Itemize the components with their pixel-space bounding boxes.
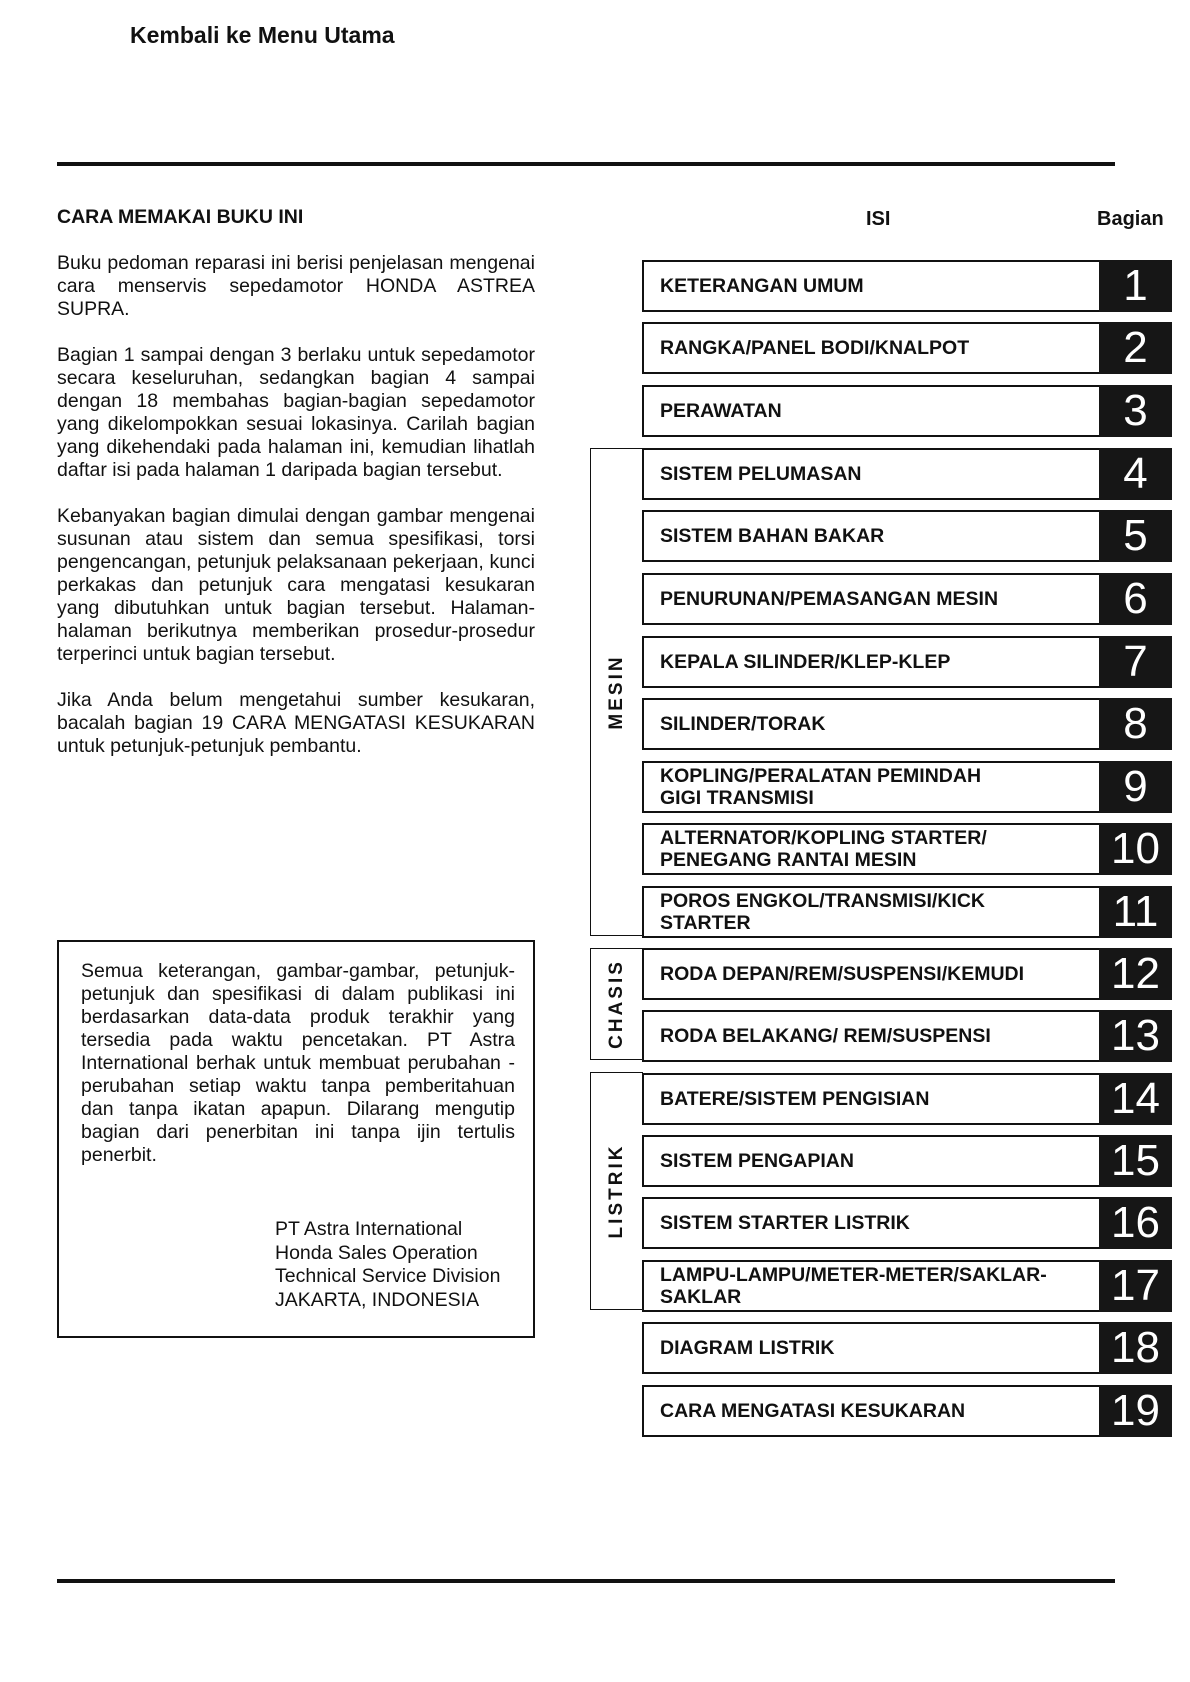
instructions-body bbox=[57, 252, 535, 781]
toc-item-number: 10 bbox=[1099, 823, 1172, 875]
toc-item[interactable] bbox=[642, 698, 1172, 750]
toc-item-box bbox=[642, 322, 1099, 374]
bottom-divider bbox=[57, 1579, 1115, 1583]
toc-item-number: 9 bbox=[1099, 761, 1172, 813]
toc-item-box bbox=[642, 448, 1099, 500]
toc-item-box bbox=[642, 1260, 1099, 1312]
publisher-line: JAKARTA, INDONESIA bbox=[275, 1288, 480, 1311]
toc-item-number: 13 bbox=[1099, 1010, 1172, 1062]
publisher-line: Technical Service Division bbox=[275, 1265, 501, 1287]
instructions-paragraph: Jika Anda belum mengetahui sumber kesukaran, bacalah bagian 19 CARA MENGATASI KESUKARAN untuk petunjuk-petunjuk pembantu. bbox=[57, 689, 535, 757]
toc-item-box bbox=[642, 1135, 1099, 1187]
toc-item-number: 2 bbox=[1099, 322, 1172, 374]
toc-item-title: KOPLING/PERALATAN PEMINDAH GIGI TRANSMISI bbox=[660, 765, 982, 809]
toc-item[interactable] bbox=[642, 886, 1172, 938]
toc-item-box bbox=[642, 1385, 1099, 1437]
toc-item[interactable] bbox=[642, 823, 1172, 875]
toc-item-title: SISTEM BAHAN BAKAR bbox=[660, 525, 885, 547]
toc-item-number: 8 bbox=[1099, 698, 1172, 750]
toc-item[interactable] bbox=[642, 573, 1172, 625]
toc-item[interactable] bbox=[642, 385, 1172, 437]
toc-item-number: 15 bbox=[1099, 1135, 1172, 1187]
toc-item-box bbox=[642, 510, 1099, 562]
toc-item-title: RODA DEPAN/REM/SUSPENSI/KEMUDI bbox=[660, 963, 1025, 985]
toc-item-title: SILINDER/TORAK bbox=[660, 713, 826, 735]
toc-item-box bbox=[642, 1197, 1099, 1249]
toc-item-number: 5 bbox=[1099, 510, 1172, 562]
toc-item-box bbox=[642, 698, 1099, 750]
toc-item[interactable] bbox=[642, 1260, 1172, 1312]
group-label-chasis: CHASIS bbox=[606, 959, 627, 1049]
group-label-listrik: LISTRIK bbox=[606, 1143, 627, 1239]
toc-item-title: SISTEM PENGAPIAN bbox=[660, 1150, 854, 1172]
publisher-info bbox=[275, 1218, 500, 1312]
toc-item[interactable] bbox=[642, 1322, 1172, 1374]
toc-item[interactable] bbox=[642, 1385, 1172, 1437]
toc-item-number: 4 bbox=[1099, 448, 1172, 500]
group-listrik bbox=[590, 1072, 643, 1310]
instructions-paragraph: Kebanyakan bagian dimulai dengan gambar mengenai susunan atau sistem dan semua spesifikasi, torsi pengencangan, petunjuk pelaksanaan pekerjaan, kunci perkakas dan petunjuk cara mengatasi kesukaran yang dibutuhkan untuk bagian tersebut. Halaman-halaman berikutnya memberikan prosedur-prosedur terperinci untuk bagian tersebut. bbox=[57, 505, 535, 665]
toc-item[interactable] bbox=[642, 948, 1172, 1000]
toc-item-title: ALTERNATOR/KOPLING STARTER/ PENEGANG RANTAI MESIN bbox=[660, 827, 987, 871]
toc-item-title: KEPALA SILINDER/KLEP-KLEP bbox=[660, 651, 951, 673]
toc-item-box bbox=[642, 886, 1099, 938]
disclaimer-text: Semua keterangan, gambar-gambar, petunjuk-petunjuk dan spesifikasi di dalam publikasi ini berdasarkan data-data produk terakhir yang tersedia pada waktu pencetakan. PT Astra International berhak untuk membuat perubahan - perubahan setiap waktu tanpa pemberitahuan dan tanpa ikatan apapun. Dilarang mengutip bagian dari penerbitan ini tanpa ijin tertulis penerbit. bbox=[81, 960, 515, 1166]
toc-item-box bbox=[642, 761, 1099, 813]
toc-item-title: LAMPU-LAMPU/METER-METER/SAKLAR- SAKLAR bbox=[660, 1264, 1047, 1308]
toc-item[interactable] bbox=[642, 260, 1172, 312]
toc-item[interactable] bbox=[642, 761, 1172, 813]
toc-item-box bbox=[642, 1322, 1099, 1374]
toc-item-box bbox=[642, 260, 1099, 312]
toc-item-title: BATERE/SISTEM PENGISIAN bbox=[660, 1088, 930, 1110]
toc-item-title: SISTEM STARTER LISTRIK bbox=[660, 1212, 910, 1234]
toc-item-title: PERAWATAN bbox=[660, 400, 782, 422]
toc-item[interactable] bbox=[642, 1073, 1172, 1125]
toc-item-title: PENURUNAN/PEMASANGAN MESIN bbox=[660, 588, 999, 610]
toc-item-number: 3 bbox=[1099, 385, 1172, 437]
toc-item-number: 16 bbox=[1099, 1197, 1172, 1249]
toc-item-box bbox=[642, 823, 1099, 875]
toc-item-number: 1 bbox=[1099, 260, 1172, 312]
toc-item-title: POROS ENGKOL/TRANSMISI/KICK STARTER bbox=[660, 890, 986, 934]
toc-item-number: 12 bbox=[1099, 948, 1172, 1000]
toc-item-box bbox=[642, 948, 1099, 1000]
toc-item-number: 17 bbox=[1099, 1260, 1172, 1312]
disclaimer-box bbox=[57, 940, 535, 1338]
publisher-line: Honda Sales Operation bbox=[275, 1241, 478, 1264]
toc-item[interactable] bbox=[642, 1010, 1172, 1062]
toc-item[interactable] bbox=[642, 1197, 1172, 1249]
toc-item[interactable] bbox=[642, 1135, 1172, 1187]
toc-item[interactable] bbox=[642, 636, 1172, 688]
toc-item-title: RANGKA/PANEL BODI/KNALPOT bbox=[660, 337, 970, 359]
toc-item-box bbox=[642, 1010, 1099, 1062]
toc-item-title: DIAGRAM LISTRIK bbox=[660, 1337, 835, 1359]
group-label-mesin: MESIN bbox=[606, 654, 627, 730]
toc-item[interactable] bbox=[642, 510, 1172, 562]
toc-item-number: 11 bbox=[1099, 886, 1172, 938]
toc-item[interactable] bbox=[642, 448, 1172, 500]
group-mesin bbox=[590, 448, 643, 936]
instructions-paragraph: Bagian 1 sampai dengan 3 berlaku untuk sepedamotor secara keseluruhan, sedangkan bagian 4 sampai dengan 18 membahas bagian-bagian sepedamotor yang dikelompokkan sesuai lokasinya. Carilah bagian yang dikehendaki pada halaman ini, kemudian lihatlah daftar isi pada halaman 1 daripada bagian tersebut. bbox=[57, 344, 535, 481]
toc-item-number: 18 bbox=[1099, 1322, 1172, 1374]
toc-item-box bbox=[642, 1073, 1099, 1125]
toc-item[interactable] bbox=[642, 322, 1172, 374]
toc-item-number: 19 bbox=[1099, 1385, 1172, 1437]
section-heading: CARA MEMAKAI BUKU INI bbox=[57, 206, 304, 228]
toc-item-title: RODA BELAKANG/ REM/SUSPENSI bbox=[660, 1025, 991, 1047]
toc-item-number: 14 bbox=[1099, 1073, 1172, 1125]
toc-item-number: 7 bbox=[1099, 636, 1172, 688]
toc-item-title: SISTEM PELUMASAN bbox=[660, 463, 862, 485]
publisher-line: PT Astra International bbox=[275, 1218, 463, 1240]
toc-item-box bbox=[642, 636, 1099, 688]
toc-header-isi: ISI bbox=[866, 208, 891, 230]
toc-item-box bbox=[642, 573, 1099, 625]
instructions-paragraph: Buku pedoman reparasi ini berisi penjelasan mengenai cara menservis sepedamotor HONDA ASTREA SUPRA. bbox=[57, 252, 535, 320]
toc-item-title: CARA MENGATASI KESUKARAN bbox=[660, 1400, 966, 1422]
top-divider bbox=[57, 162, 1115, 166]
toc-item-number: 6 bbox=[1099, 573, 1172, 625]
back-to-main-menu-link[interactable]: Kembali ke Menu Utama bbox=[130, 22, 395, 48]
group-chasis bbox=[590, 948, 643, 1060]
toc-header-bagian: Bagian bbox=[1097, 208, 1164, 230]
toc-item-box bbox=[642, 385, 1099, 437]
toc-item-title: KETERANGAN UMUM bbox=[660, 275, 864, 297]
